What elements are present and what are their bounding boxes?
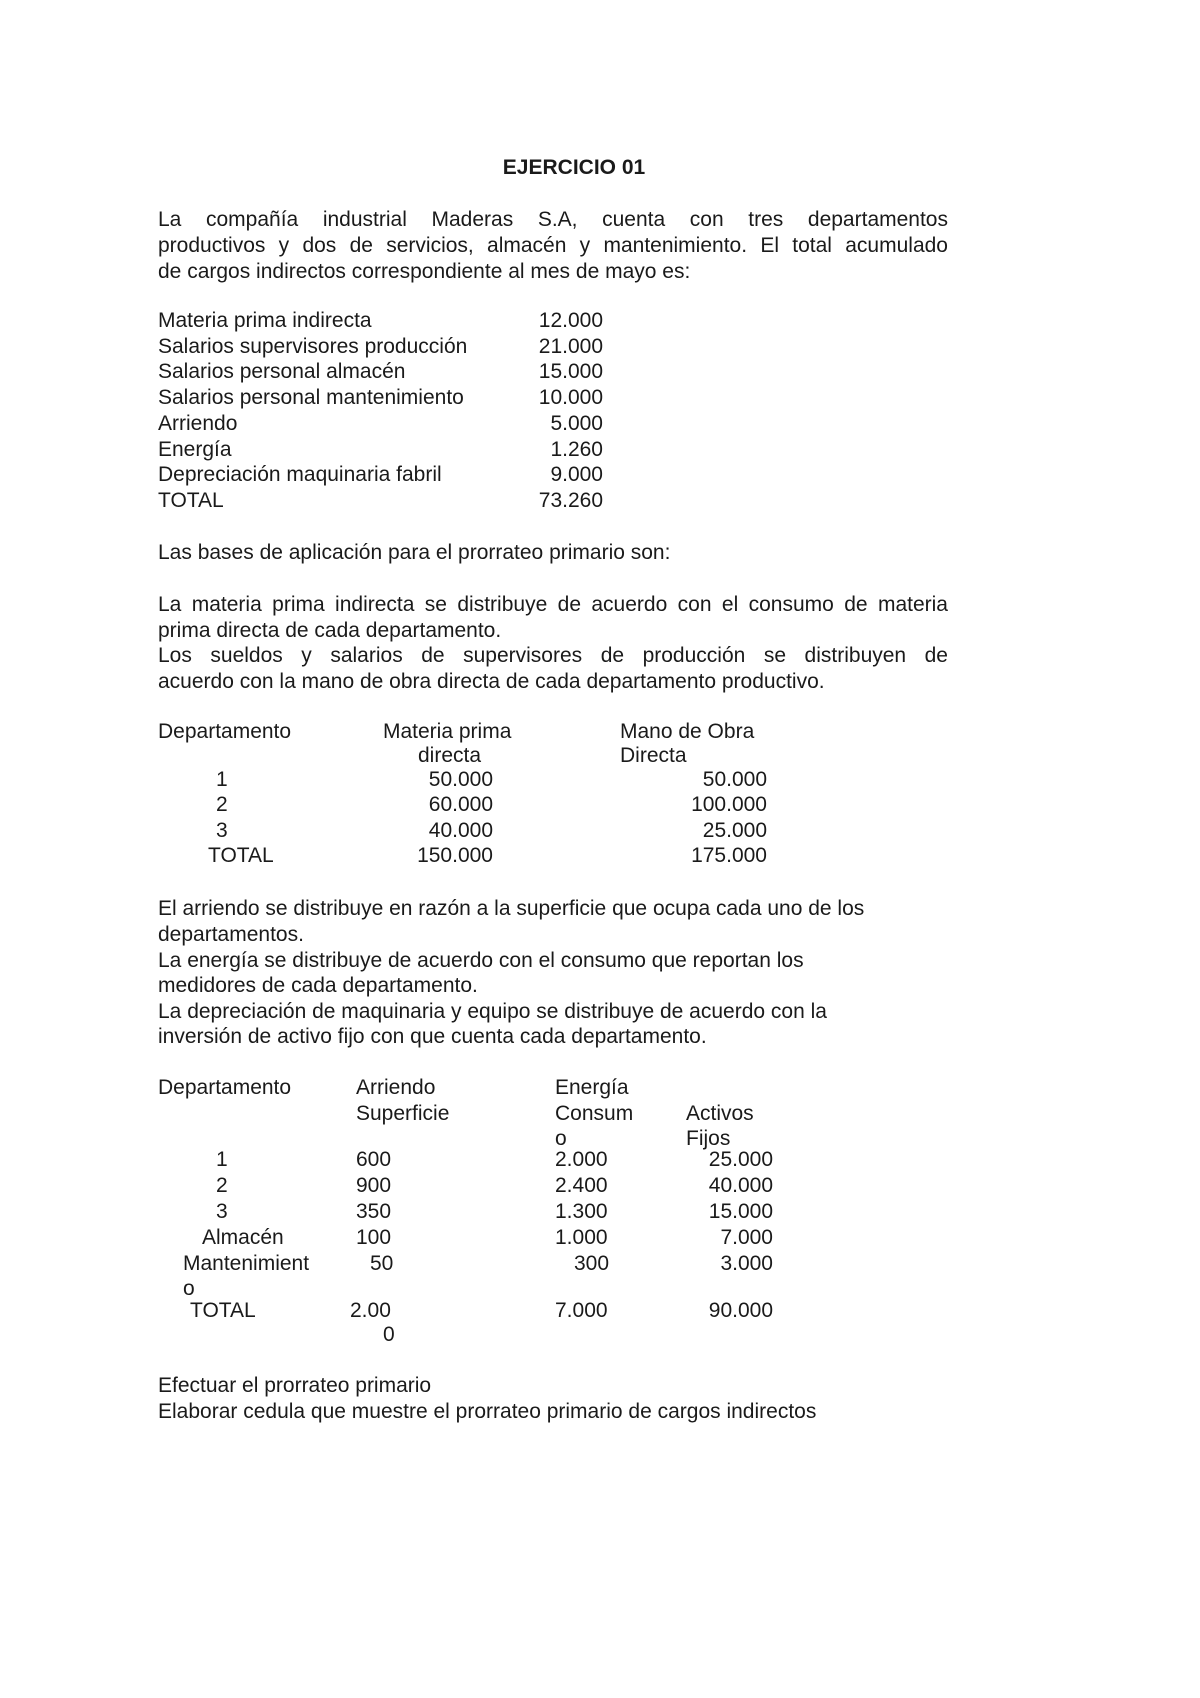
cost-value: 15.000 bbox=[538, 360, 603, 383]
value-cell: 15.000 bbox=[708, 1200, 773, 1223]
column-header: Energía bbox=[555, 1076, 629, 1099]
column-header: Superficie bbox=[356, 1102, 450, 1125]
cost-label: Salarios personal almacén bbox=[158, 360, 406, 383]
task-line: Efectuar el prorrateo primario bbox=[158, 1374, 432, 1397]
value-cell: 150.000 bbox=[417, 844, 493, 867]
dept-cell: 3 bbox=[216, 819, 228, 842]
dept-cell: 2 bbox=[216, 793, 228, 816]
value-cell: 600 bbox=[356, 1148, 392, 1171]
intro-line: productivos y dos de servicios, almacén y mantenimiento. El total acumulado bbox=[158, 234, 948, 257]
value-cell: 7.000 bbox=[720, 1226, 773, 1249]
dept-cell: 1 bbox=[216, 768, 228, 791]
paragraph-line: Los sueldos y salarios de supervisores de producción se distribuyen de bbox=[158, 644, 948, 667]
cost-value: 9.000 bbox=[550, 463, 603, 486]
paragraph-line: La depreciación de maquinaria y equipo se distribuye de acuerdo con la bbox=[158, 1000, 827, 1023]
value-cell: 50.000 bbox=[428, 768, 493, 791]
value-cell: 2.000 bbox=[555, 1148, 608, 1171]
value-cell: 100 bbox=[356, 1226, 392, 1249]
value-cell: 1.000 bbox=[555, 1226, 608, 1249]
value-cell: 90.000 bbox=[708, 1299, 773, 1322]
cost-label: Salarios supervisores producción bbox=[158, 335, 468, 358]
paragraph-line: El arriendo se distribuye en razón a la superficie que ocupa cada uno de los bbox=[158, 897, 865, 920]
value-cell: 40.000 bbox=[428, 819, 493, 842]
column-header: Departamento bbox=[158, 1076, 292, 1099]
value-cell: 40.000 bbox=[708, 1174, 773, 1197]
column-header: Consum bbox=[555, 1102, 634, 1125]
dept-cell: 3 bbox=[216, 1200, 228, 1223]
dept-cell: 2 bbox=[216, 1174, 228, 1197]
dept-cell: Mantenimient bbox=[183, 1252, 310, 1275]
value-cell: 2.00 bbox=[350, 1299, 391, 1322]
bases-intro: Las bases de aplicación para el prorrateo primario son: bbox=[158, 541, 671, 564]
cost-label: Energía bbox=[158, 438, 232, 461]
paragraph-line: medidores de cada departamento. bbox=[158, 974, 478, 997]
column-header: directa bbox=[418, 744, 482, 767]
cost-value: 73.260 bbox=[538, 489, 603, 512]
task-line: Elaborar cedula que muestre el prorrateo primario de cargos indirectos bbox=[158, 1400, 817, 1423]
cost-label: Depreciación maquinaria fabril bbox=[158, 463, 442, 486]
column-header: Fijos bbox=[686, 1127, 731, 1150]
value-cell: 25.000 bbox=[702, 819, 767, 842]
value-cell: 350 bbox=[356, 1200, 392, 1223]
cost-label: Arriendo bbox=[158, 412, 238, 435]
column-header: Materia prima bbox=[383, 720, 512, 743]
column-header: Departamento bbox=[158, 720, 292, 743]
cost-value: 5.000 bbox=[550, 412, 603, 435]
column-header: o bbox=[555, 1127, 567, 1150]
cost-label: TOTAL bbox=[158, 489, 224, 512]
column-header: Arriendo bbox=[356, 1076, 436, 1099]
value-cell: 25.000 bbox=[708, 1148, 773, 1171]
value-cell: 50.000 bbox=[702, 768, 767, 791]
paragraph-line: prima directa de cada departamento. bbox=[158, 619, 502, 642]
column-header: Mano de Obra bbox=[620, 720, 755, 743]
value-cell: 50 bbox=[370, 1252, 394, 1275]
value-cell: 175.000 bbox=[691, 844, 767, 867]
dept-cell-wrap: o bbox=[183, 1277, 195, 1300]
cost-label: Salarios personal mantenimiento bbox=[158, 386, 464, 409]
value-cell: 2.400 bbox=[555, 1174, 608, 1197]
paragraph-line: acuerdo con la mano de obra directa de cada departamento productivo. bbox=[158, 670, 825, 693]
paragraph-line: La energía se distribuye de acuerdo con el consumo que reportan los bbox=[158, 949, 804, 972]
cost-value: 21.000 bbox=[538, 335, 603, 358]
dept-cell: TOTAL bbox=[208, 844, 274, 867]
column-header: Activos bbox=[686, 1102, 754, 1125]
cost-value: 1.260 bbox=[550, 438, 603, 461]
paragraph-line: departamentos. bbox=[158, 923, 304, 946]
value-cell: 3.000 bbox=[720, 1252, 773, 1275]
cost-value: 12.000 bbox=[538, 309, 603, 332]
value-cell: 900 bbox=[356, 1174, 392, 1197]
value-cell: 7.000 bbox=[555, 1299, 608, 1322]
paragraph-line: La materia prima indirecta se distribuye de acuerdo con el consumo de materia bbox=[158, 593, 948, 616]
value-cell: 100.000 bbox=[691, 793, 767, 816]
intro-line: de cargos indirectos correspondiente al mes de mayo es: bbox=[158, 260, 691, 283]
dept-cell: 1 bbox=[216, 1148, 228, 1171]
cost-label: Materia prima indirecta bbox=[158, 309, 372, 332]
dept-cell: TOTAL bbox=[190, 1299, 256, 1322]
column-header: Directa bbox=[620, 744, 687, 767]
paragraph-line: inversión de activo fijo con que cuenta cada departamento. bbox=[158, 1025, 707, 1048]
value-cell: 60.000 bbox=[428, 793, 493, 816]
dept-cell: Almacén bbox=[202, 1226, 284, 1249]
cost-value: 10.000 bbox=[538, 386, 603, 409]
value-cell: 1.300 bbox=[555, 1200, 608, 1223]
value-cell-wrap: 0 bbox=[383, 1323, 395, 1346]
value-cell: 300 bbox=[574, 1252, 610, 1275]
intro-line: La compañía industrial Maderas S.A, cuenta con tres departamentos bbox=[158, 208, 948, 231]
page-title: EJERCICIO 01 bbox=[502, 156, 646, 179]
